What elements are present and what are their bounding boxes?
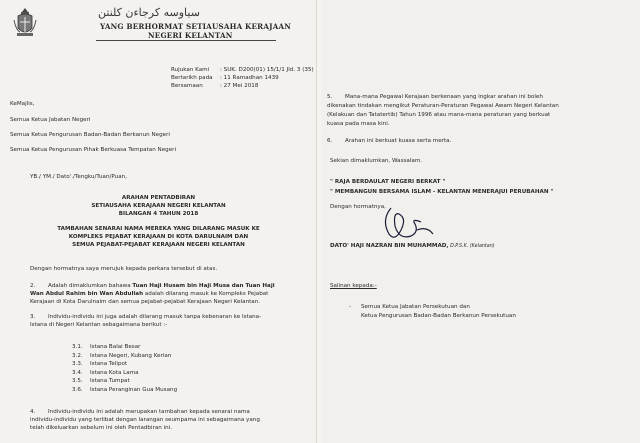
para2-line-1: Adalah dimaklumkan bahawa Tuan Haji Husam bin Haji Musa dan Tuan Haji xyxy=(48,283,275,289)
istana-list xyxy=(72,343,177,394)
letter-page-2 xyxy=(321,0,640,443)
list-item: 3.3. Istana Telipot xyxy=(72,361,128,367)
header-line-1: YANG BERHORMAT SETIAUSAHA KERAJAAN xyxy=(100,22,292,31)
para6-text: Arahan ini berkuat kuasa serta merta. xyxy=(345,138,452,144)
subject-line-3: SEMUA PEJABAT-PEJABAT KERAJAAN NEGERI KELANTAN xyxy=(72,242,245,248)
para3-number: 3. xyxy=(30,314,36,320)
signatory: DATO' HAJI NAZRAN BIN MUHAMMAD, D.P.S.K. (Kelantan) xyxy=(330,243,495,249)
cc-dash: - xyxy=(349,304,352,310)
cc-line-2: Ketua Pengurusan Badan-Badan Berkanun Persekutuan xyxy=(361,313,516,319)
para4-line-2: individu-individu yang terlibat dengan larangan seumpama ini sebagaimana yang xyxy=(30,417,260,423)
para5-line-2: dikenakan tindakan mengikut Peraturan-Peraturan Pegawai Awam Negeri Kelantan xyxy=(327,103,559,109)
opening-line: Dengan hormatnya saya merujuk kepada perkara tersebut di atas. xyxy=(30,266,218,272)
slogan-1: " RAJA BERDAULAT NEGERI BERKAT " xyxy=(330,179,446,185)
para5-line-1: Mana-mana Pegawai Kerajaan berkenaan yang ingkar arahan ini boleh xyxy=(345,94,543,100)
subject-line-1: TAMBAHAN SENARAI NAMA MEREKA YANG DILARANG MASUK KE xyxy=(57,226,260,232)
list-item: 3.6. Istana Peranginan Gua Musang xyxy=(72,386,178,393)
para4-line-3: telah dikeluarkan sebelum ini oleh Pentadbiran ini. xyxy=(30,425,173,431)
recipient-2: Semua Ketua Pengurusan Badan-Badan Berkanun Negeri xyxy=(10,132,170,138)
list-item: 3.5. Istana Tumpat xyxy=(72,378,130,384)
para2-line-3: Kerajaan di Kota Darulnaim dan semua pejabat-pejabat Kerajaan Negeri Kelantan. xyxy=(30,299,261,305)
dengan-hormat: Dengan hormatnya, xyxy=(330,204,386,210)
ref-bertarikh-value: : 11 Ramadhan 1439 xyxy=(220,75,279,81)
recipient-1: Semua Ketua Jabatan Negeri xyxy=(10,117,91,123)
para6-number: 6. xyxy=(327,138,333,144)
ref-bersamaan-value: : 27 Mei 2018 xyxy=(220,83,259,89)
list-item: 3.1. Istana Balai Besar xyxy=(72,344,141,350)
salutation: YB./ YM./ Dato'./Tengku/Tuan/Puan, xyxy=(30,174,127,180)
salinan-label: Salinan kepada:- xyxy=(330,283,377,289)
ref-rujukan-value: : SUK. D200(01) 15/1/1 Jld. 3 (35) xyxy=(220,67,314,73)
state-crest-icon xyxy=(12,6,38,38)
letter-page-1 xyxy=(0,0,317,443)
subject-line-2: KOMPLEKS PEJABAT KERAJAAN DI KOTA DARULNAIM DAN xyxy=(68,234,249,240)
list-item: 3.2. Istana Negeri, Kubang Kerian xyxy=(72,352,172,359)
slogan-2: " MEMBANGUN BERSAMA ISLAM - KELANTAN MENERAJUI PERUBAHAN " xyxy=(330,189,554,195)
para3-line-1: Individu-individu ini juga adalah dilarang masuk tanpa kebenaran ke Istana- xyxy=(48,314,262,320)
closing-line: Sekian dimaklumkan, Wassalam. xyxy=(330,158,423,164)
header-line-2: NEGERI KELANTAN xyxy=(148,31,233,40)
ref-bertarikh-label: Bertarikh pada xyxy=(171,75,213,81)
title-line-1: ARAHAN PENTADBIRAN xyxy=(121,195,196,201)
para4-line-1: Individu-individu ini adalah merupakan tambahan kepada senarai nama xyxy=(48,409,250,415)
recipient-3: Semua Ketua Pengurusan Pihak Berkuasa Tempatan Negeri xyxy=(10,147,177,153)
title-line-3: BILANGAN 4 TAHUN 2018 xyxy=(118,211,199,217)
para2-line-2: Wan Abdul Rahim bin Wan Abdullah adalah dilarang masuk ke Kompleks Pejabat xyxy=(30,291,269,297)
para5-line-4: kuasa pada masa kini. xyxy=(327,121,390,127)
para2-number: 2. xyxy=(30,283,36,289)
para5-line-3: (Kelakuan dan Tatatertib) Tahun 1996 atau mana-mana peraturan yang berkuat xyxy=(327,112,551,118)
para4-number: 4. xyxy=(30,409,36,415)
title-line-2: SETIAUSAHA KERAJAAN NEGERI KELANTAN xyxy=(91,203,226,209)
ref-rujukan-label: Rujukan Kami xyxy=(171,67,210,73)
kemajlis: KeMajlis, xyxy=(10,101,35,107)
header-rule xyxy=(96,40,276,41)
list-item: 3.4. Istana Kota Lama xyxy=(72,369,139,376)
jawi-title: سياوسه كرجاءن كلنتن xyxy=(98,6,200,19)
para5-number: 5. xyxy=(327,94,333,100)
ref-bersamaan-label: Bersamaan xyxy=(171,83,203,89)
para3-line-2: Istana di Negeri Kelantan sebagaimana berikut :- xyxy=(30,322,168,328)
cc-line-1: Semua Ketua Jabatan Persekutuan dan xyxy=(361,304,470,310)
